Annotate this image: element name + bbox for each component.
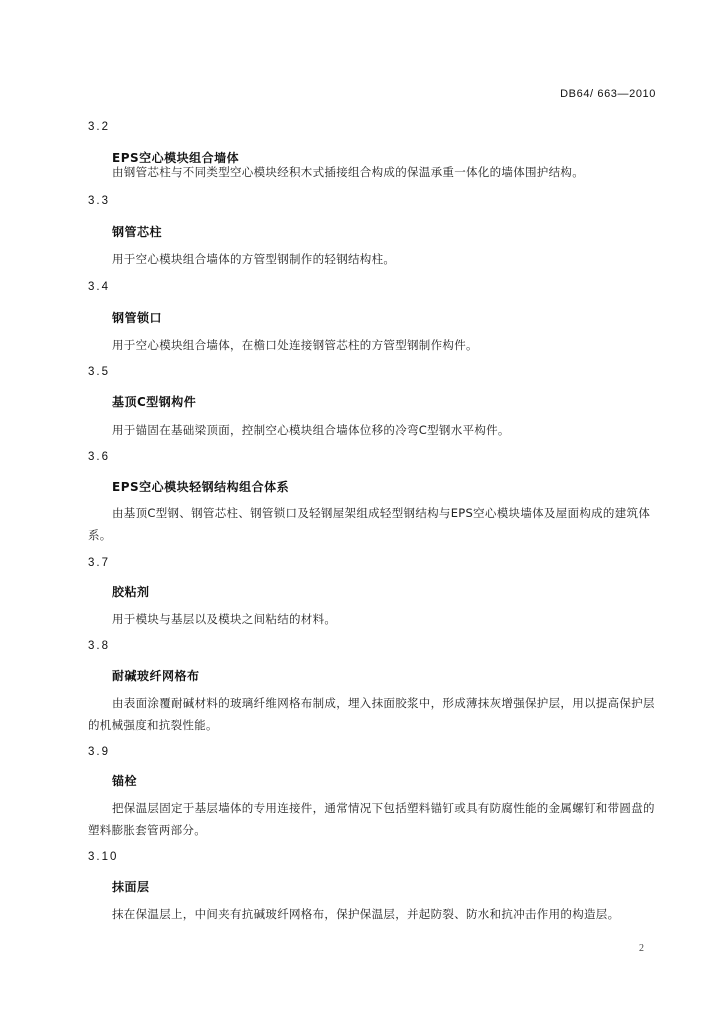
term-title: 钢管锁口 [112,311,163,325]
clause-number: 3.4 [88,281,110,293]
term-title: 钢管芯柱 [112,225,163,239]
term-definition: 把保温层固定于基层墙体的专用连接件，通常情况下包括塑料锚钉或具有防腐性能的金属螺钉和带圆盘的塑料膨胀套管两部分。 [88,801,655,837]
term-title: EPS空心模块轻钢结构组合体系 [112,480,290,494]
term-title: 耐碱玻纤网格布 [112,669,200,683]
clause-number: 3.7 [88,557,110,569]
clause-number: 3.8 [88,640,110,652]
term-title: 基顶C型钢构件 [112,395,197,409]
clause-number: 3.3 [88,195,110,207]
term-title: 抹面层 [112,880,150,894]
page-number: 2 [639,943,644,954]
term-title: 胶粘剂 [112,585,150,599]
document-code: DB64/ 663—2010 [560,88,656,100]
term-definition: 用于模块与基层以及模块之间粘结的材料。 [112,612,337,626]
term-title: 锚栓 [112,774,138,788]
clause-number: 3.6 [88,451,110,463]
term-definition: 由基顶C型钢、钢管芯柱、钢管锁口及轻钢屋架组成轻型钢结构与EPS空心模块墙体及屋面构成的建筑体系。 [88,506,651,542]
header-rule [88,106,656,107]
term-definition: 用于空心模块组合墙体的方管型钢制作的轻钢结构柱。 [112,252,396,266]
term-definition: 由钢管芯柱与不同类型空心模块经积木式插接组合构成的保温承重一体化的墙体围护结构。 [112,165,584,179]
term-title: EPS空心模块组合墙体 [112,151,240,165]
clause-number: 3.2 [88,121,110,133]
clause-number: 3.10 [88,851,119,863]
term-definition: 抹在保温层上，中间夹有抗碱玻纤网格布，保护保温层，并起防裂、防水和抗冲击作用的构造层。 [112,907,620,921]
clause-number: 3.9 [88,746,110,758]
clause-number: 3.5 [88,366,110,378]
term-definition: 用于锚固在基础梁顶面，控制空心模块组合墙体位移的冷弯C型钢水平构件。 [112,423,510,437]
term-definition: 由表面涂覆耐碱材料的玻璃纤维网格布制成，埋入抹面胶浆中，形成薄抹灰增强保护层，用以提高保护层的机械强度和抗裂性能。 [88,696,655,732]
term-definition: 用于空心模块组合墙体，在檐口处连接钢管芯柱的方管型钢制作构件。 [112,338,478,352]
